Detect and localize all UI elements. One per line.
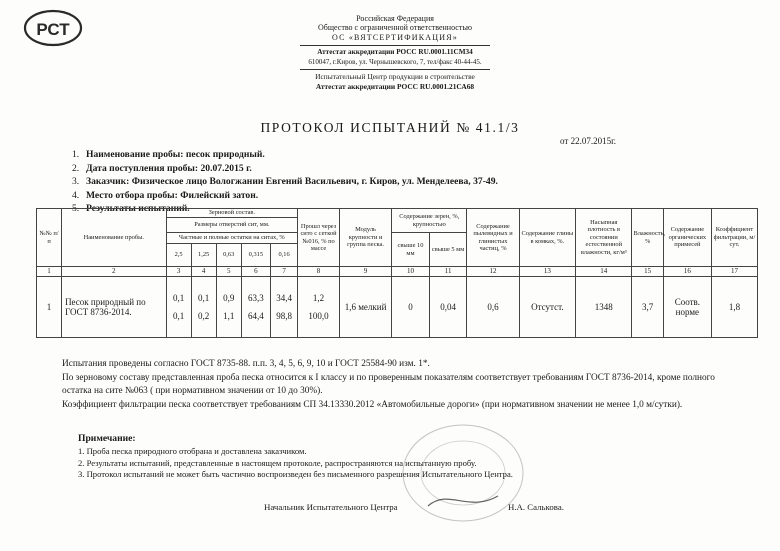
column-number: 6	[241, 267, 270, 277]
column-number: 13	[519, 267, 575, 277]
results-table	[36, 208, 758, 338]
column-number: 9	[339, 267, 391, 277]
residue-cell: 0,9 1,1	[216, 277, 241, 338]
over10-cell: 0	[392, 277, 430, 338]
header-accreditation-2: Аттестат аккредитации РОСС RU.0001.21СА68	[315, 82, 475, 91]
list-item: 2. Дата поступления пробы: 20.07.2015 г.	[72, 162, 252, 174]
header-accreditation-1: Аттестат аккредитации РОСС RU.0001.11СМ34	[317, 48, 473, 56]
sieve-size: 0,16	[270, 244, 297, 267]
list-item: 4. Место отбора пробы: Филейский затон.	[72, 189, 259, 201]
organic-cell: Соотв. норме	[663, 277, 711, 338]
header-country: Российская Федерация	[356, 14, 434, 23]
sieve-size: 2,5	[166, 244, 191, 267]
passing-cell: 1,2 100,0	[298, 277, 340, 338]
dust-cell: 0,6	[467, 277, 519, 338]
list-item: 1. Наименование пробы: песок природный.	[72, 149, 265, 160]
residue-cell: 0,1 0,2	[191, 277, 216, 338]
column-number: 5	[216, 267, 241, 277]
column-number: 3	[166, 267, 191, 277]
conclusion-paragraph: По зерновому составу представленная проба песка относится к I классу и по проверенным показателям соответствует требованиям ГОСТ 8736-2014, кроме полного остатка на сите №063 ( при нормативном значении от 10 до 30%).	[62, 373, 715, 396]
col-header: свыше 5 мм	[429, 233, 467, 267]
divider	[300, 45, 490, 46]
col-header: Содержание зерен, %, крупностью	[392, 209, 467, 233]
column-number: 17	[711, 267, 757, 277]
col-header: Модуль крупности и группа песка.	[339, 209, 391, 267]
column-number-row	[37, 267, 758, 277]
moisture-cell: 3,7	[632, 277, 663, 338]
list-item: 5. Результаты испытаний.	[72, 203, 190, 214]
signature-role: Начальник Испытательного Центра	[264, 502, 398, 512]
list-item: 3. Протокол испытаний не может быть частично воспроизведен без письменного разрешения Испытательного Центра.	[78, 469, 513, 479]
column-number: 2	[62, 267, 166, 277]
clay-cell: Отсутст.	[519, 277, 575, 338]
col-header: №№ п/п	[37, 209, 62, 267]
residue-cell: 0,1 0,1	[166, 277, 191, 338]
column-number: 4	[191, 267, 216, 277]
col-header: Содержание глины в комках, %.	[519, 209, 575, 267]
conclusion-paragraph: Испытания проведены согласно ГОСТ 8735-88. п.п. 3, 4, 5, 6, 9, 10 и ГОСТ 25584-90 изм. 1*.	[62, 359, 430, 369]
remarks-title: Примечание:	[78, 433, 136, 444]
sieve-size: 1,25	[191, 244, 216, 267]
filter-cell: 1,8	[711, 277, 757, 338]
col-header: Содержание пылевидных и глинистых частиц, %	[467, 209, 519, 267]
col-header: Частные и полные остатки на ситах, %	[166, 233, 298, 244]
sieve-size: 0,63	[216, 244, 241, 267]
residue-cell: 63,3 64,4	[241, 277, 270, 338]
column-number: 10	[392, 267, 430, 277]
conclusion-paragraph: Коэффициент фильтрации песка соответствует требованиям СП 34.13330.2012 «Автомобильные дороги» (при нормативном значении не менее 1,0 м/сутки).	[62, 400, 683, 411]
column-number: 8	[298, 267, 340, 277]
table-row	[37, 277, 758, 338]
over5-cell: 0,04	[429, 277, 467, 338]
divider	[300, 69, 490, 70]
col-header: Влажность, %	[632, 209, 663, 267]
header-company-type: Общество с ограниченной ответственностью	[318, 23, 472, 32]
col-header: Насыпная плотность в состоянии естественной влажности, кг/м³	[576, 209, 632, 267]
col-header: Содержание органических примесей	[663, 209, 711, 267]
rst-logo	[20, 8, 86, 48]
col-header: Прошл через сито с сеткой №016, % по массе	[298, 209, 340, 267]
col-header: Размеры отверстий сит, мм.	[166, 218, 298, 233]
column-number: 15	[632, 267, 663, 277]
row-number: 1	[37, 277, 62, 338]
logo-text: РСТ	[36, 20, 70, 39]
density-cell: 1348	[576, 277, 632, 338]
residue-cell: 34,4 98,8	[270, 277, 297, 338]
sieve-size: 0,315	[241, 244, 270, 267]
list-item: 1. Проба песка природного отобрана и доставлена заказчиком.	[78, 446, 307, 456]
header-test-center: Испытательный Центр продукции в строительстве	[315, 72, 475, 81]
protocol-date: от 22.07.2015г.	[560, 136, 616, 146]
signature-name: Н.А. Салькова.	[508, 502, 564, 512]
protocol-title: ПРОТОКОЛ ИСПЫТАНИЙ № 41.1/3	[260, 120, 520, 135]
col-header: Коэффициент фильтрации, м/сут.	[711, 209, 757, 267]
header-company-name: ОС «ВЯТСЕРТИФИКАЦИЯ»	[332, 33, 458, 42]
column-number: 1	[37, 267, 62, 277]
header-address: 610047, г.Киров, ул. Чернышевского, 7, тел/факс 40-44-45.	[308, 58, 482, 66]
col-header: Зерновой состав.	[166, 209, 298, 218]
list-item: 3. Заказчик: Физическое лицо Вологжанин Евгений Васильевич, г. Киров, ул. Менделеева, 37-49.	[72, 176, 498, 187]
column-number: 11	[429, 267, 467, 277]
sample-info	[72, 148, 498, 216]
column-number: 7	[270, 267, 297, 277]
col-header: свыше 10 мм	[392, 233, 430, 267]
column-number: 12	[467, 267, 519, 277]
column-number: 14	[576, 267, 632, 277]
conclusions	[62, 358, 722, 414]
col-header: Наименование пробы.	[62, 209, 166, 267]
list-item: 2. Результаты испытаний, представленные в настоящем протоколе, распространяются на испытанную пробу.	[78, 457, 477, 468]
column-number: 16	[663, 267, 711, 277]
modulus-cell: 1,6 мелкий	[339, 277, 391, 338]
table-header-row	[37, 209, 758, 218]
sample-name: Песок природный по ГОСТ 8736-2014.	[62, 277, 166, 338]
